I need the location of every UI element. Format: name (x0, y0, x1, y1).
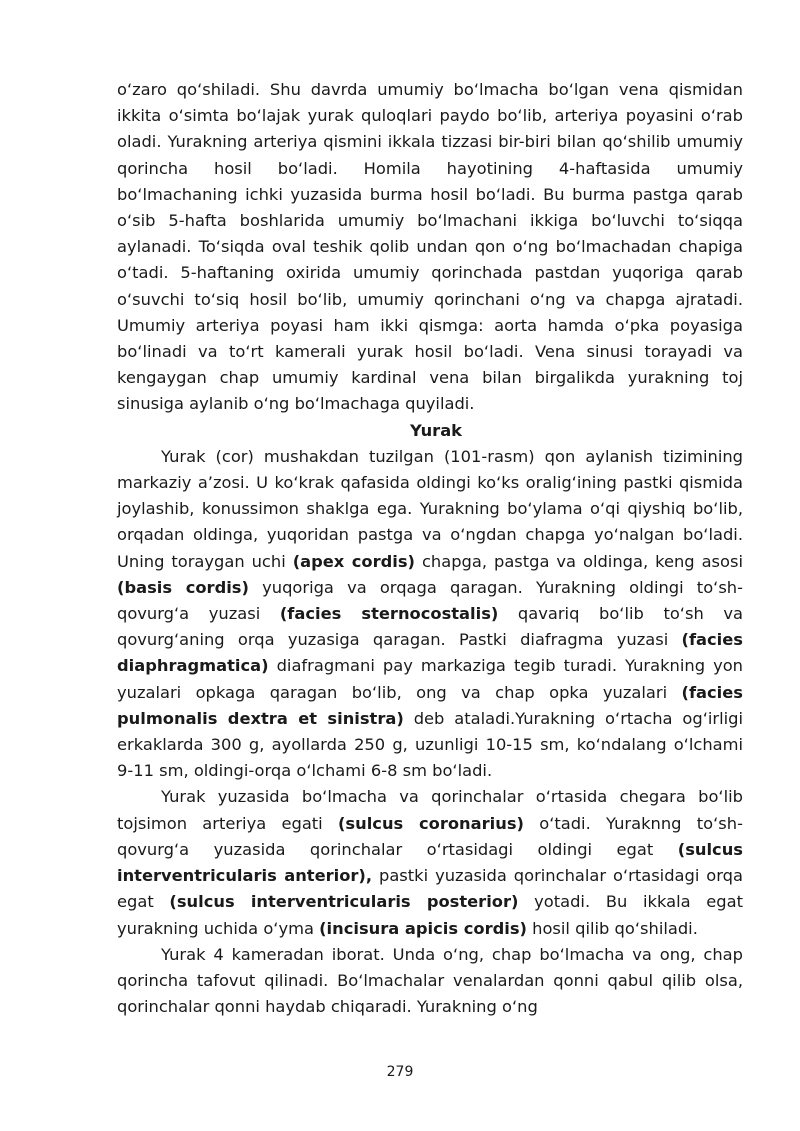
paragraph-3-text-5: hosil qilib qo‘shiladi. (526, 918, 698, 938)
paragraph-2-text-2: chapga, pastga va oldinga, keng asosi (415, 551, 743, 571)
paragraph-4: Yurak 4 kameradan iborat. Unda o‘ng, chap bo‘lmacha va ong, chap qorincha tafovut qilinadi. Bo‘lmachalar venalardan qonni qabul qilib olsa, qorinchalar qonni haydab chiqaradi. Yurakning o‘ng (117, 944, 743, 1017)
paragraph-3-text-3: pastki yuzasida qorinchalar o‘rtasidagi orqa egat (117, 866, 743, 912)
paragraph-2-text-6: deb ataladi.Yurakning o‘rtacha og‘irligi erkaklarda 300 g, ayollarda 250 g, uzunligi 10-15 sm, ko‘ndalang o‘lchami 9-11 sm, oldingi-orqa o‘lchami 6-8 sm bo‘ladi. (117, 708, 743, 781)
term-facies-pulmonalis: (facies pulmonalis dextra et sinistra) (117, 682, 743, 728)
term-incisura-apicis-cordis: (incisura apicis cordis) (319, 918, 527, 938)
paragraph-3-text-2: o‘tadi. Yuraknng to‘sh-qovurg‘a yuzasida qorinchalar o‘rtasidagi oldingi egat (117, 813, 743, 859)
paragraph-2-text-4: qavariq bo‘lib to‘sh va qovurg‘aning orqa yuzasiga qaragan. Pastki diafragma yuzasi (117, 604, 743, 650)
term-sulcus-coronarius: (sulcus coronarius) (337, 813, 524, 833)
term-sulcus-interventricularis-posterior: (sulcus interventricularis posterior) (169, 892, 519, 912)
paragraph-1: o‘zaro qo‘shiladi. Shu davrda umumiy bo‘lmacha bo‘lgan vena qismidan ikkita o‘simta bo‘lajak yurak quloqlari paydo bo‘lib, arteriya poyasini o‘rab oladi. Yurakning arteriya qismini ikkala tizzasi bir-biri bilan qo‘shilib umumiy qorincha hosil bo‘ladi. Homila hayotining 4-haftasida umumiy bo‘lmachaning ichki yuzasida burma hosil bo‘ladi. Bu burma pastga qarab o‘sib 5-hafta boshlarida umumiy bo‘lmachani ikkiga bo‘luvchi to‘siqqa aylanadi. To‘siqda oval teshik qolib undan qon o‘ng bo‘lmachadan chapiga o‘tadi. 5-haftaning oxirida umumiy qorinchada pastdan yuqoriga qarab o‘suvchi to‘siq hosil bo‘lib, umumiy qorinchani o‘ng va chapga ajratadi. Umumiy arteriya poyasi ham ikki qismga: aorta hamda o‘pka poyasiga bo‘linadi va to‘rt kamerali yurak hosil bo‘ladi. Vena sinusi torayadi va kengaygan chap umumiy kardinal vena bilan birgalikda yurakning toj sinusiga aylanib o‘ng bo‘lmachaga quyiladi. (117, 80, 743, 414)
paragraph-2 (117, 444, 743, 785)
paragraph-3-text-4: yotadi. Bu ikkala egat yurakning uchida o‘yma (117, 892, 743, 938)
term-basis-cordis: (basis cordis) (117, 577, 249, 597)
paragraph-2-text-1: Yurak (cor) mushakdan tuzilgan (101-rasm) qon aylanish tizimining markaziy a’zosi. U ko‘krak qafasida oldingi ko‘ks oralig‘ining pastki qismida joylashib, konussimon shaklga ega. Yurakning bo‘ylama o‘qi qiyshiq bo‘lib, orqadan oldinga, yuqoridan pastga va o‘ngdan chapga yo‘nalgan bo‘ladi. Uning toraygan uchi (117, 446, 743, 571)
term-facies-sternocostalis: (facies sternocostalis) (279, 604, 499, 624)
page-body (117, 77, 743, 1020)
term-apex-cordis: (apex cordis) (292, 551, 415, 571)
paragraph-2-text-5: diafragmani pay markaziga tegib turadi. Yurakning yon yuzalari opkaga qaragan bo‘lib, ong va chap opka yuzalari (117, 656, 743, 702)
term-facies-diaphragmatica: (facies diaphragmatica) (117, 630, 743, 676)
section-heading: Yurak (409, 420, 463, 440)
paragraph-2-text-3: yuqoriga va orqaga qaragan. Yurakning oldingi to‘sh-qovurg‘a yuzasi (117, 577, 744, 624)
paragraph-3-text-1: Yurak yuzasida bo‘lmacha va qorinchalar o‘rtasida chegara bo‘lib tojsimon arteriya egati (117, 787, 743, 833)
page-number: 279 (386, 1064, 414, 1080)
term-sulcus-interventricularis-anterior: (sulcus interventricularis anterior), (117, 839, 743, 886)
paragraph-3 (117, 784, 743, 941)
